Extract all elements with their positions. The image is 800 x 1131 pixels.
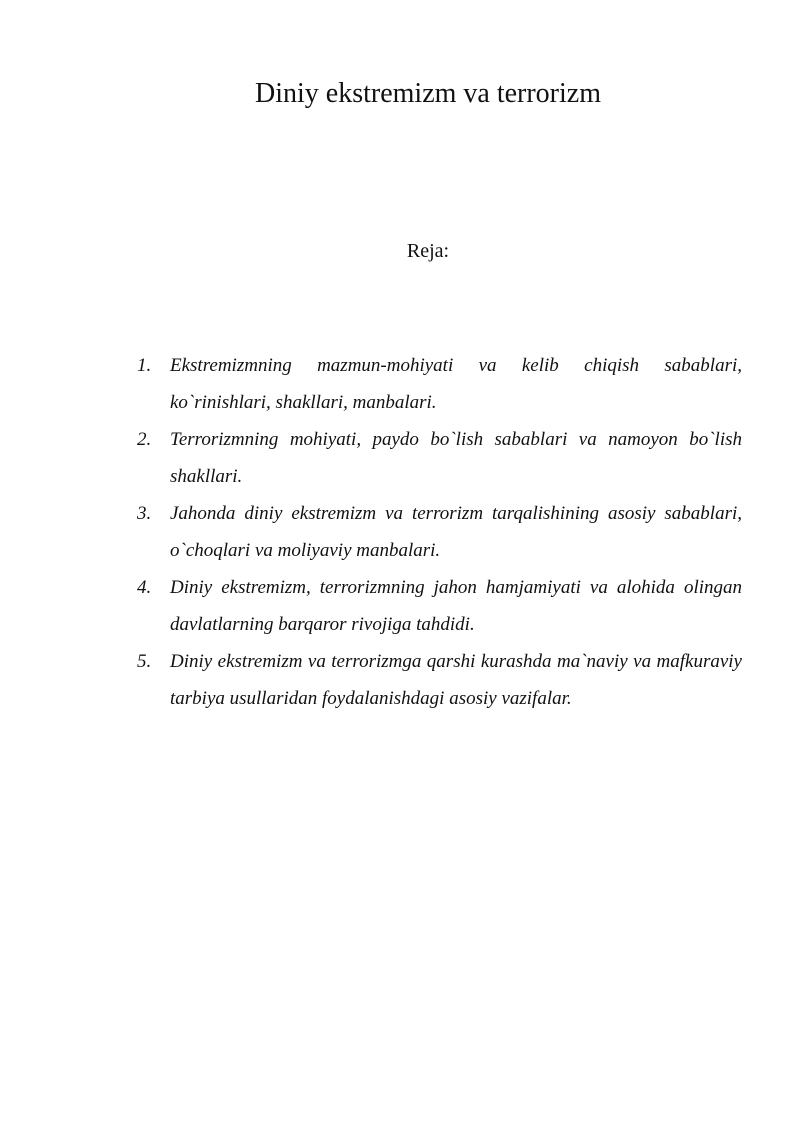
plan-item-text: Ekstremizmning mazmun-mohiyati va kelib chiqish sabablari, ko`rinishlari, shakllari, manbalari. — [170, 355, 742, 413]
plan-item-5 — [137, 643, 742, 717]
plan-item-4 — [137, 569, 742, 643]
plan-item-text: Diniy ekstremizm va terrorizmga qarshi kurashda ma`naviy va mafkuraviy tarbiya usullaridan foydalanishdagi asosiy vazifalar. — [170, 651, 742, 709]
plan-item-number: 5. — [137, 651, 152, 672]
plan-item-text: Jahonda diniy ekstremizm va terrorizm tarqalishining asosiy sabablari, o`choqlari va moliyaviy manbalari. — [170, 503, 742, 561]
plan-item-1 — [137, 347, 742, 421]
plan-list — [137, 347, 742, 717]
plan-heading: Reja: — [406, 240, 450, 262]
plan-item-3 — [137, 495, 742, 569]
plan-item-text: Terrorizmning mohiyati, paydo bo`lish sabablari va namoyon bo`lish shakllari. — [170, 429, 742, 487]
plan-item-number: 4. — [137, 577, 152, 598]
plan-item-text: Diniy ekstremizm, terrorizmning jahon hamjamiyati va alohida olingan davlatlarning barqaror rivojiga tahdidi. — [170, 577, 742, 635]
plan-item-number: 3. — [137, 503, 152, 524]
plan-item-number: 1. — [137, 355, 152, 376]
plan-item-2 — [137, 421, 742, 495]
document-title: Diniy ekstremizm va terrorizm — [255, 78, 601, 109]
plan-item-number: 2. — [137, 429, 152, 450]
